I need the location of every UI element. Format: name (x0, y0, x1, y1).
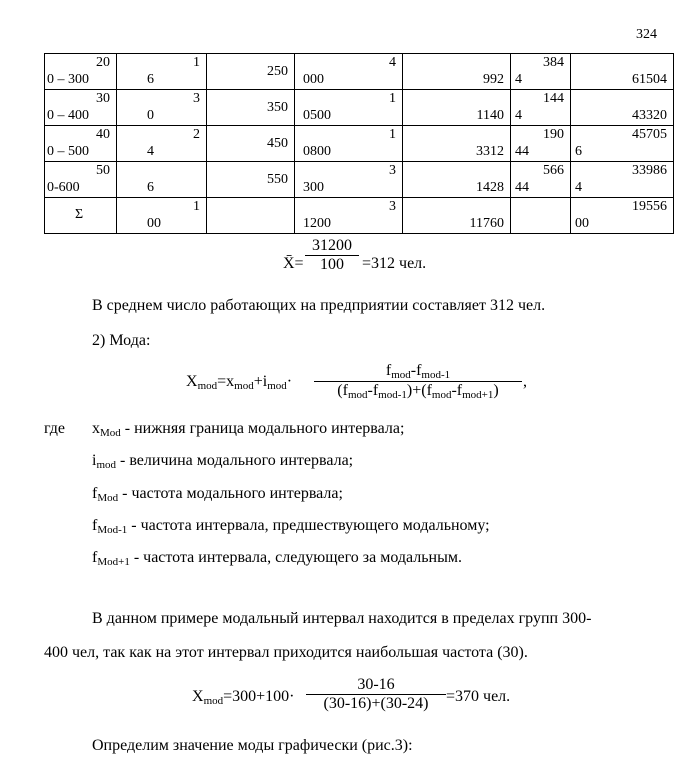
table-cell (403, 162, 511, 198)
cell-text: 0-600 (47, 180, 80, 195)
example-fraction (306, 676, 446, 713)
cell-text: 566 (543, 163, 564, 178)
cell-text: 250 (267, 64, 288, 79)
table-row (45, 162, 674, 198)
table-cell (403, 90, 511, 126)
cell-text: 300 (303, 180, 324, 195)
cell-text: 000 (303, 72, 324, 87)
table-cell (511, 162, 571, 198)
mean-lhs: X̄= (283, 255, 304, 272)
cell-text: 20 (96, 55, 110, 70)
cell-text: 992 (483, 72, 504, 87)
table-cell (45, 54, 117, 90)
paragraph-example-line1: В данном примере модальный интервал находится в пределах групп 300- (92, 610, 592, 627)
cell-text: 1 (193, 199, 200, 214)
cell-text: 0 – 500 (47, 144, 89, 159)
table-cell (45, 198, 117, 234)
cell-text: 4 (147, 144, 154, 159)
paragraph-graphical: Определим значение моды графически (рис.3): (92, 737, 413, 754)
table-cell (295, 90, 403, 126)
cell-text: 3 (389, 199, 396, 214)
table-cell (571, 90, 674, 126)
cell-text: 4 (515, 108, 522, 123)
table-cell (295, 198, 403, 234)
table-cell (207, 54, 295, 90)
cell-text: 6 (147, 72, 154, 87)
table-cell (117, 54, 207, 90)
data-table (44, 53, 674, 234)
paragraph-mode-heading: 2) Мода: (92, 332, 151, 349)
example-denominator: (30-16)+(30-24) (323, 695, 429, 712)
cell-text: 0800 (303, 144, 331, 159)
example-formula-rhs: =370 чел. (446, 688, 511, 705)
cell-text: 33986 (632, 163, 667, 178)
cell-text: 1 (389, 91, 396, 106)
definition-item: $i_{mod}$ - величина модального интервала; (92, 452, 354, 471)
cell-text: 0 (147, 108, 154, 123)
table-row (45, 126, 674, 162)
cell-text: 44 (515, 144, 529, 159)
table-cell (511, 54, 571, 90)
table-cell (207, 162, 295, 198)
paragraph-mean: В среднем число работающих на предприятии составляет 312 чел. (92, 297, 546, 314)
definition-item: $f_{Mod+1}$ - частота интервала, следующего за модальным. (92, 549, 462, 568)
cell-text: 190 (543, 127, 564, 142)
cell-text: 1 (389, 127, 396, 142)
table-cell (511, 90, 571, 126)
cell-text: 61504 (632, 72, 667, 87)
mode-formula-denominator: $(f_{mod}-f_{mod-1})+(f_{mod}-f_{mod+1})$ (337, 382, 499, 401)
mean-rhs: =312 чел. (362, 255, 427, 272)
table-cell (403, 126, 511, 162)
table-cell (117, 162, 207, 198)
cell-text: 1428 (476, 180, 504, 195)
mean-denominator: 100 (320, 256, 344, 273)
example-formula-lhs: $X_{mod}=300+100\cdot$ (192, 688, 295, 707)
definition-item: $x_{Mod}$ - нижняя граница модального интервала; (92, 420, 405, 439)
example-numerator: 30-16 (306, 676, 446, 695)
cell-text: 0 – 400 (47, 108, 89, 123)
cell-text: 550 (267, 172, 288, 187)
cell-text: 00 (147, 216, 161, 231)
cell-text: 450 (267, 136, 288, 151)
cell-text: 3 (193, 91, 200, 106)
table-cell (403, 198, 511, 234)
table-cell (295, 126, 403, 162)
table-cell (571, 198, 674, 234)
cell-text: 00 (575, 216, 589, 231)
paragraph-example-line2: 400 чел, так как на этот интервал приходится наибольшая частота (30). (44, 644, 528, 661)
table-row (45, 90, 674, 126)
table-cell (45, 90, 117, 126)
table-cell (207, 198, 295, 234)
cell-text: 30 (96, 91, 110, 106)
cell-text: 4 (575, 180, 582, 195)
table-cell (571, 162, 674, 198)
table-cell (45, 126, 117, 162)
table-row (45, 54, 674, 90)
table-row (45, 198, 674, 234)
cell-text: 6 (575, 144, 582, 159)
mode-formula-fraction (314, 362, 522, 401)
table-cell (117, 126, 207, 162)
mode-formula-comma: , (523, 373, 527, 390)
table-cell (207, 90, 295, 126)
cell-text: 19556 (632, 199, 667, 214)
mean-numerator: 31200 (305, 237, 359, 256)
cell-text: 45705 (632, 127, 667, 142)
cell-text: 6 (147, 180, 154, 195)
cell-text: 4 (389, 55, 396, 70)
mean-fraction (305, 237, 359, 274)
cell-text: 0500 (303, 108, 331, 123)
cell-text: 50 (96, 163, 110, 178)
table-cell (295, 162, 403, 198)
cell-text: 3 (389, 163, 396, 178)
cell-text: 384 (543, 55, 564, 70)
table-cell (117, 198, 207, 234)
table-cell (511, 126, 571, 162)
cell-text: 11760 (469, 216, 504, 231)
page-number: 324 (636, 27, 657, 42)
cell-text: 2 (193, 127, 200, 142)
cell-text: 40 (96, 127, 110, 142)
cell-text: 1 (193, 55, 200, 70)
table-cell (571, 54, 674, 90)
table-cell (403, 54, 511, 90)
cell-text: Σ (75, 207, 84, 222)
cell-text: 1200 (303, 216, 331, 231)
cell-text: 144 (543, 91, 564, 106)
table-cell (207, 126, 295, 162)
cell-text: 0 – 300 (47, 72, 89, 87)
definition-where: где (44, 420, 66, 437)
table-cell (295, 54, 403, 90)
cell-text: 1140 (476, 108, 504, 123)
definition-item: $f_{Mod}$ - частота модального интервала; (92, 485, 343, 504)
cell-text: 44 (515, 180, 529, 195)
cell-text: 4 (515, 72, 522, 87)
table-cell (511, 198, 571, 234)
mode-formula-numerator: $f_{mod}-f_{mod-1}$ (314, 362, 522, 382)
table-cell (571, 126, 674, 162)
cell-text: 3312 (476, 144, 504, 159)
cell-text: 43320 (632, 108, 667, 123)
table-cell (117, 90, 207, 126)
table-cell (45, 162, 117, 198)
definition-item: $f_{Mod-1}$ - частота интервала, предшествующего модальному; (92, 517, 490, 536)
cell-text: 350 (267, 100, 288, 115)
mode-formula-lhs: $X_{mod}=x_{mod}+i_{mod}\cdot$ (186, 373, 293, 392)
